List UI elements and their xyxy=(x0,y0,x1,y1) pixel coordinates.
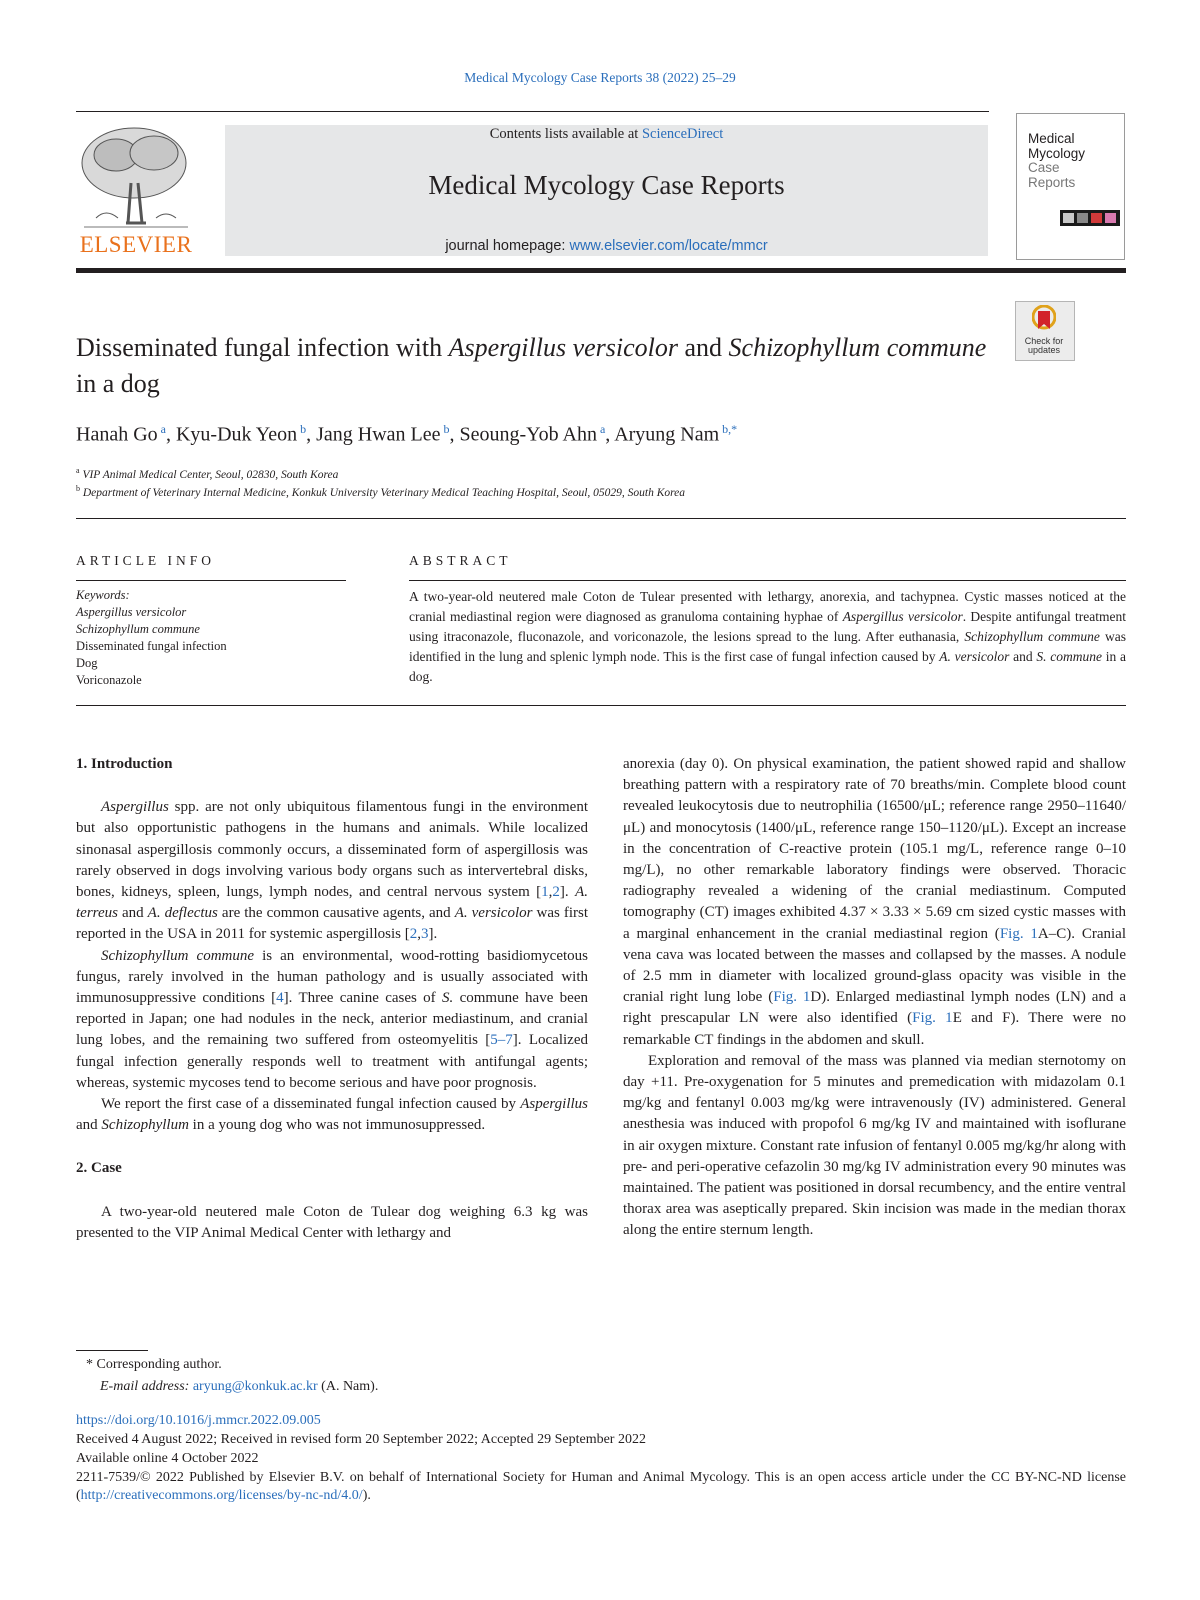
homepage-line xyxy=(225,238,988,254)
italic-term: Aspergillus xyxy=(101,799,169,816)
author-name: Hanah Go xyxy=(76,423,158,446)
citation-link[interactable]: Fig. 1 xyxy=(999,925,1038,942)
affiliation-a: $^a$ VIP Animal Medical Center, Seoul, 02830, South Korea xyxy=(76,466,339,481)
check-updates-text: Check for updates xyxy=(1024,336,1064,355)
cover-line: Mycology xyxy=(1028,145,1086,161)
license-link[interactable]: http://creativecommons.org/licenses/by-nc-nd/4.0/ xyxy=(80,1488,363,1503)
citation-link[interactable]: Fig. 1 xyxy=(773,989,811,1006)
text-run: are the common causative agents, and xyxy=(217,905,455,922)
keyword: Voriconazole xyxy=(76,673,142,687)
keyword: Dog xyxy=(76,656,98,670)
author-affiliation-marker[interactable]: a xyxy=(157,422,166,436)
left-column xyxy=(76,754,588,1244)
text-run: A–C). Cranial vena cava was located between the masses and collapsed by the masses. A nodule of 2.5 mm in diameter with localized ground-glass opacity was visible in the cranial right lung lobe ( xyxy=(623,925,1126,1006)
author-list xyxy=(76,422,737,447)
author-affiliation-marker[interactable]: b,* xyxy=(719,422,738,436)
author-name: Kyu-Duk Yeon xyxy=(175,423,298,446)
italic-term: Schizophyllum commune xyxy=(101,947,255,964)
italic-term: Aspergillus xyxy=(520,1096,588,1113)
italic-term: A. terreus xyxy=(76,884,588,922)
citation-link[interactable]: 2 xyxy=(552,884,560,901)
italic-term: A. deflectus xyxy=(147,905,218,922)
abstract-bottom-rule xyxy=(76,705,1126,706)
author-name: Jang Hwan Lee xyxy=(316,423,441,446)
italic-term: Schizophyllum xyxy=(101,1117,189,1134)
citation-link[interactable]: 4 xyxy=(276,990,284,1007)
author-name: Seoung-Yob Ahn xyxy=(459,423,597,446)
footnote-rule xyxy=(76,1350,148,1351)
text-run: We report the first case of a disseminated fungal infection caused by xyxy=(101,1096,521,1113)
abstract-text: A two-year-old neutered male Coton de Tulear presented with lethargy, anorexia, and tachypnea. Cystic masses noticed at the cranial mediastinal region were diagnosed as granuloma containing hyphae of Aspergillus versicolor. Despite antifungal treatment using itraconazole, fluconazole, and voriconazole, the lesions spread to the lung. After euthanasia, Schizophyllum commune was identified in the lung and splenic lymph node. This is the first case of fungal infection caused by A. versicolor and S. commune in a dog. xyxy=(409,589,1126,684)
received-dates: Received 4 August 2022; Received in revised form 20 September 2022; Accepted 29 September 2022 xyxy=(76,1432,646,1447)
citation-link[interactable]: 2 xyxy=(409,926,418,943)
paragraph xyxy=(76,797,588,945)
author-affiliation-marker[interactable]: b xyxy=(440,422,450,436)
author-affiliation-marker[interactable]: b xyxy=(297,422,307,436)
bookmark-icon xyxy=(1032,305,1056,335)
author-affiliation-marker[interactable]: a xyxy=(596,422,606,436)
elsevier-wordmark: ELSEVIER xyxy=(79,232,193,257)
journal-title: Medical Mycology Case Reports xyxy=(428,170,785,200)
affiliation-b: $^b$ Department of Veterinary Internal Medicine, Konkuk University Veterinary Medical Teaching Hospital, Seoul, 05029, South Korea xyxy=(76,484,686,499)
abstract-rule xyxy=(409,580,1126,581)
separator: , xyxy=(306,423,317,446)
email-line: E-mail address: aryung@konkuk.ac.kr (A. Nam). xyxy=(100,1379,379,1394)
email-link[interactable]: aryung@konkuk.ac.kr xyxy=(192,1379,318,1394)
text-run: ]. xyxy=(559,884,576,901)
contents-line xyxy=(225,126,988,143)
text-run: Exploration and removal of the mass was planned via median sternotomy on day +11. Pre-oxygenation for 5 minutes and premedication with midazolam 0.1 mg/kg and fentanyl 0.003 mg/kg were intravenously (IV) administered. General anesthesia was induced with propofol 6 mg/kg IV and maintained with isoflurane in air oxygen mixture. Constant rate infusion of fentanyl 0.005 mg/kg/hr along with pre- and peri-operative cefazolin 30 mg/kg IV administration every 90 minutes was maintained. The patient was positioned in dorsal recumbency, and the entire ventral thorax area was aseptically prepared. Skin incision was made in the median thorax along the entire sternum length. xyxy=(623,1052,1126,1239)
paragraph xyxy=(76,1202,588,1244)
text-run: A two-year-old neutered male Coton de Tulear dog weighing 6.3 kg was presented to the VIP Animal Medical Center with lethargy and xyxy=(76,1203,588,1241)
keyword: Disseminated fungal infection xyxy=(76,639,227,653)
keywords-label: Keywords: xyxy=(76,588,130,602)
section-heading-case: 2. Case xyxy=(76,1160,122,1177)
italic-term: A. versicolor xyxy=(454,905,533,922)
italic-term: S. xyxy=(442,990,454,1007)
paragraph xyxy=(76,1094,588,1136)
keyword: Aspergillus versicolor xyxy=(76,605,187,619)
homepage-prefix: journal homepage: xyxy=(445,238,570,254)
text-run: and xyxy=(76,1117,102,1134)
cover-image-strip xyxy=(1060,210,1120,226)
journal-citation-link[interactable]: Medical Mycology Case Reports 38 (2022) 25–29 xyxy=(464,70,736,85)
license-statement: 2211-7539/© 2022 Published by Elsevier B.V. on behalf of International Society for Human and Animal Mycology. This is an open access article under the CC BY-NC-ND license (http://creativecommons.org/licenses/by-nc-nd/4.0/). xyxy=(76,1470,1126,1503)
text-run: ]. xyxy=(428,926,438,943)
paragraph xyxy=(623,754,1126,1051)
text-run: ]. Three canine cases of xyxy=(283,990,442,1007)
text-run: anorexia (day 0). On physical examination, the patient showed rapid and shallow breathing pattern with a respiratory rate of 70 breaths/min. Complete blood count revealed leukocytosis due to neutrophilia (16500/μL; reference range 2950–11640/μL) and monocytosis (1400/μL, reference range 150–1120/μL). Except an increase in the concentration of C-reactive protein (105.1 mg/L, reference range 0–10 mg/L), no other remarkable laboratory findings were observed. Thoracic radiography revealed a widening of the cranial mediastinum. Computed tomography (CT) images exhibited 4.37 × 3.33 × 5.69 cm sized cystic masses with a marginal enhancement in the cranial mediastinal region ( xyxy=(623,756,1126,942)
separator: , xyxy=(449,423,460,446)
text-run: , xyxy=(417,926,421,943)
citation-link[interactable]: 1 xyxy=(541,884,549,901)
article-title: Disseminated fungal infection with Aspergillus versicolor and Schizophyllum commune in a dog xyxy=(76,333,987,398)
separator: , xyxy=(165,423,176,446)
header-thick-rule xyxy=(76,268,1126,273)
citation-link[interactable]: 3 xyxy=(420,926,429,943)
text-run: is an environmental, wood-rotting basidiomycetous fungus, rarely involved in the human pathology and is usually associated with immunosuppressive conditions [ xyxy=(76,947,588,1007)
author-name: Aryung Nam xyxy=(614,423,720,446)
header-rule xyxy=(76,111,989,112)
available-online: Available online 4 October 2022 xyxy=(76,1451,259,1466)
cover-title xyxy=(1028,132,1085,190)
text-run: spp. are not only ubiquitous filamentous fungi in the environment but also opportunistic pathogens in the humans and animals. While localized sinonasal aspergillosis commonly occurs, a disseminated form of aspergillosis was rarely observed in dogs involving various body organs such as intervertebral disks, bones, kidneys, spleen, lungs, lymph nodes, and central nervous system [ xyxy=(76,799,588,901)
text-run: and xyxy=(117,905,148,922)
article-info-heading: ARTICLE INFO xyxy=(76,553,216,568)
sciencedirect-link[interactable]: ScienceDirect xyxy=(641,126,724,142)
cover-line: Reports xyxy=(1028,174,1076,190)
abstract-heading: ABSTRACT xyxy=(409,553,512,568)
text-run: ]. Localized fungal infection generally responds well to treatment with antifungal agents; whereas, systemic mycoses tend to become serious and have poor prognosis. xyxy=(76,1032,588,1091)
article-info-rule xyxy=(76,580,346,581)
keyword: Schizophyllum commune xyxy=(76,622,200,636)
homepage-link[interactable]: www.elsevier.com/locate/mmcr xyxy=(569,238,768,254)
cover-line: Medical xyxy=(1028,131,1075,146)
doi-link[interactable]: https://doi.org/10.1016/j.mmcr.2022.09.005 xyxy=(76,1413,321,1428)
section-heading-introduction: 1. Introduction xyxy=(76,756,173,772)
paragraph xyxy=(76,946,588,1094)
contents-prefix: Contents lists available at xyxy=(489,126,642,142)
citation-link[interactable]: 5–7 xyxy=(490,1032,513,1049)
text-run: , xyxy=(548,884,553,901)
text-run: was first reported in the USA in 2011 for systemic aspergillosis [ xyxy=(76,905,588,943)
email-label: E-mail address: xyxy=(100,1379,193,1394)
text-run: commune have been reported in Japan; one had nodules in the neck, anterior mediastinum, and cranial lung lobes, and the remaining two suffered from osteomyelitis [ xyxy=(76,990,589,1049)
text-run: D). Enlarged mediastinal lymph nodes (LN) and a right prescapular LN were also identified ( xyxy=(623,989,1126,1027)
keywords-block xyxy=(76,587,227,689)
text-run: E and F). There were no remarkable CT findings in the abdomen and skull. xyxy=(623,1010,1126,1048)
corresponding-author-note: * Corresponding author. xyxy=(86,1357,222,1372)
affiliation-rule xyxy=(76,518,1126,519)
paragraph xyxy=(623,1051,1126,1242)
right-column xyxy=(623,754,1126,1242)
citation-link[interactable]: Fig. 1 xyxy=(912,1010,953,1027)
separator: , xyxy=(605,423,615,446)
text-run: in a young dog who was not immunosuppressed. xyxy=(188,1117,486,1134)
cover-line: Case xyxy=(1028,160,1060,175)
